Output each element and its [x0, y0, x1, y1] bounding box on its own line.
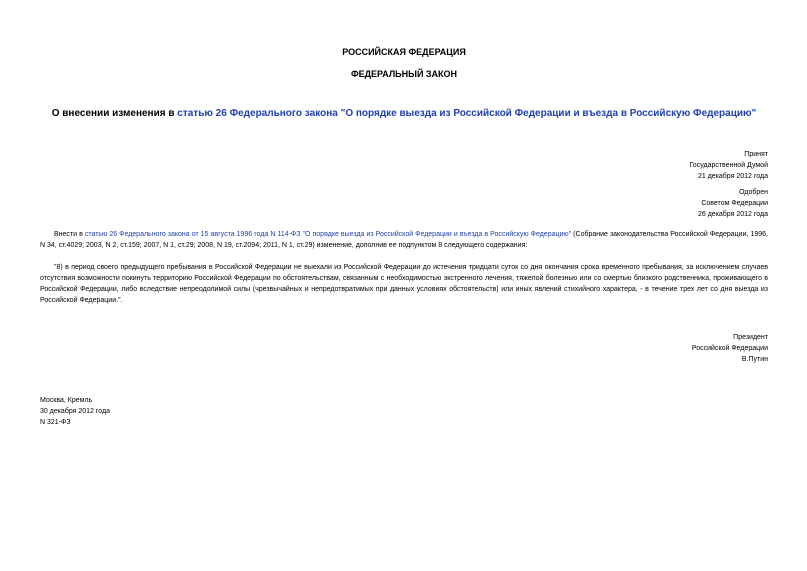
place-location: Москва, Кремль — [40, 397, 93, 404]
approved-date: 26 декабря 2012 года — [697, 211, 768, 218]
amendment-intro: Внести в — [54, 231, 85, 238]
law-title-prefix: О внесении изменения в — [51, 108, 178, 119]
country-heading: РОССИЙСКАЯ ФЕДЕРАЦИЯ — [342, 47, 466, 57]
signature-name: В.Путин — [741, 356, 768, 363]
amendment-rest: (Собрание законодательства Российской Федерации, 1996, N 34, ст.4029; 2003, N 2, ст.159; 2007, N 1, ст.29; 2008, N 19, ст.2094; 2011, N 1, ст.29) изменение, дополнив ее подпунктом 8 следующего содержания: — [40, 231, 768, 249]
accepted-body: Государственной Думой — [689, 162, 768, 169]
accepted-label: Принят — [744, 151, 768, 158]
law-title — [40, 108, 768, 119]
accepted-date: 21 декабря 2012 года — [697, 173, 768, 180]
place-date: 30 декабря 2012 года — [40, 408, 111, 415]
approved-body: Советом Федерации — [701, 200, 768, 207]
signature-title: Президент — [733, 334, 768, 341]
approved-block — [698, 187, 768, 220]
law-title-link[interactable]: статью 26 Федерального закона "О порядке выезда из Российской Федерации и въезда в Российскую Федерацию" — [177, 108, 757, 119]
paragraph-subclause-8: "8) в период своего предыдущего пребывания в Российской Федерации не выехали из Российской Федерации до истечения тридцати суток со дня окончания срока временного пребывания, за исключением случаев отсутствия возможности покинуть территорию Российской Федерации по обстоятельствам, связанным с необходимостью экстренного лечения, тяжелой болезнью или со смертью близкого родственника, проживающего в Российской Федерации, либо вследствие непреодолимой силы (чрезвычайных и непредотвратимых при данных условиях обстоятельств) или иных явлений стихийного характера, - в течение трех лет со дня выезда из Российской Федерации.". — [40, 264, 768, 304]
approved-label: Одобрен — [739, 189, 768, 196]
law-number: N 321-ФЗ — [40, 419, 71, 426]
place-date-block — [40, 395, 110, 428]
signature-country: Российской Федерации — [691, 345, 768, 352]
paragraph-amendment — [40, 229, 768, 251]
amendment-law-link[interactable]: статью 26 Федерального закона от 15 августа 1996 года N 114-ФЗ "О порядке выезда из Российской Федерации и въезда в Российскую Федерацию" — [84, 231, 572, 238]
accepted-block — [689, 149, 768, 182]
law-type-heading: ФЕДЕРАЛЬНЫЙ ЗАКОН — [350, 69, 458, 79]
signature-block — [692, 332, 768, 365]
document-page — [40, 0, 768, 571]
